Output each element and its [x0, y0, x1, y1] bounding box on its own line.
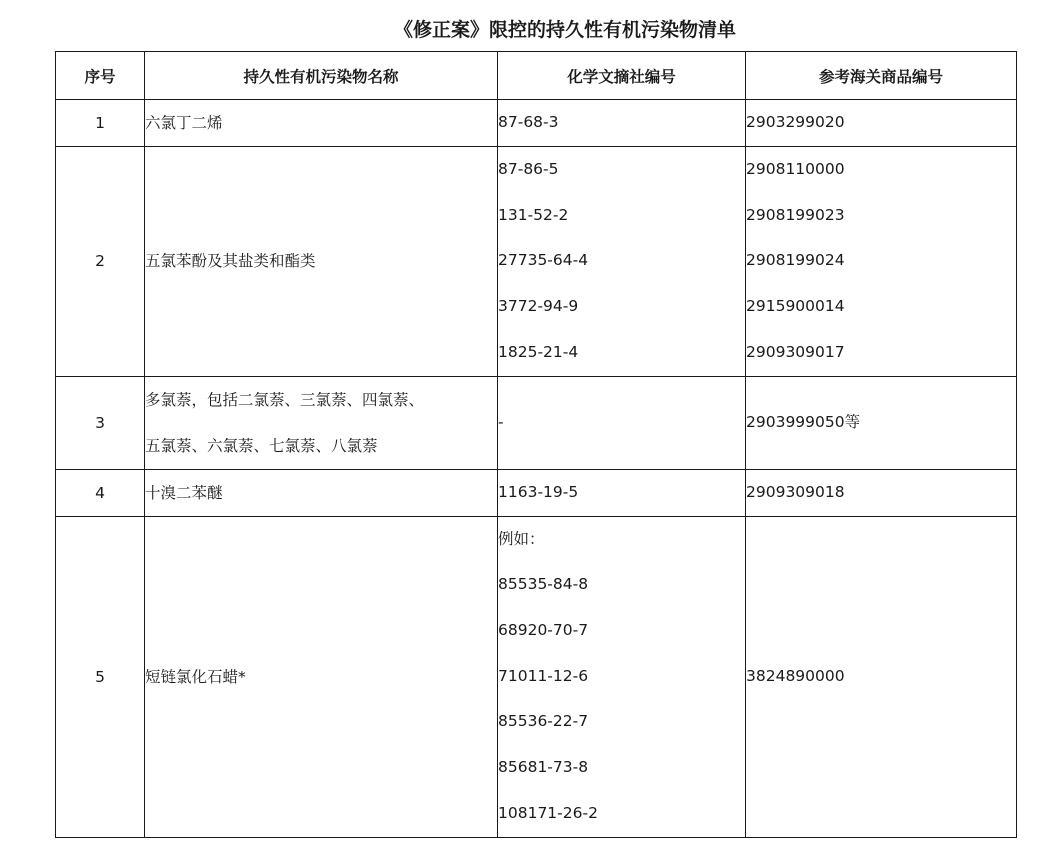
cas-number: 85536-22-7: [498, 712, 589, 731]
pollutant-name: [145, 469, 498, 516]
cas-number: 108171-26-2: [498, 803, 598, 822]
header-index: 序号: [56, 52, 145, 100]
row-index: 2: [56, 147, 145, 377]
row-index: 1: [56, 100, 145, 147]
header-name: 持久性有机污染物名称: [145, 52, 498, 100]
cas-number: 例如：: [498, 529, 545, 548]
cas-cell: [498, 100, 746, 147]
hs-code: 2909309017: [746, 342, 845, 361]
cas-number: 68920-70-7: [498, 620, 589, 639]
table-row: [56, 516, 1017, 837]
cas-number: 3772-94-9: [498, 297, 579, 316]
cas-number: -: [498, 412, 504, 431]
pollutant-name: [145, 147, 498, 377]
page-title: 《修正案》限控的持久性有机污染物清单: [393, 19, 736, 41]
hs-code: 2908110000: [746, 160, 845, 178]
row-index: 5: [56, 516, 145, 837]
header-hs-code: 参考海关商品编号: [746, 52, 1017, 100]
row-index: 4: [56, 469, 145, 516]
hs-code: 3824890000: [746, 666, 845, 685]
hs-cell: [746, 376, 1017, 469]
cas-cell: [498, 469, 746, 516]
name-line: 多氯萘，包括二氯萘、三氯萘、四氯萘、: [145, 390, 425, 409]
row-index: 3: [56, 376, 145, 469]
cas-number: 27735-64-4: [498, 251, 589, 270]
hs-code: 2908199024: [746, 251, 845, 270]
hs-cell: [746, 469, 1017, 516]
table-row: [56, 147, 1017, 377]
cas-number: 1163-19-5: [498, 482, 579, 501]
name-line: 六氯丁二烯: [145, 114, 223, 132]
name-line: 短链氯化石蜡*: [145, 667, 246, 686]
pollutant-name: [145, 100, 498, 147]
cas-number: 1825-21-4: [498, 342, 579, 361]
name-line: 五氯萘、六氯萘、七氯萘、八氯萘: [145, 436, 378, 455]
pollutant-name: [145, 516, 498, 837]
pollutant-table: [55, 51, 1017, 838]
hs-code: 2903299020: [746, 113, 845, 132]
cas-number: 131-52-2: [498, 205, 569, 224]
cas-number: 85535-84-8: [498, 575, 589, 594]
cas-cell: [498, 516, 746, 837]
cas-cell: [498, 376, 746, 469]
pollutant-name: [145, 376, 498, 469]
hs-code: 2909309018: [746, 482, 845, 501]
hs-code: 2903999050等: [746, 412, 861, 431]
cas-number: 71011-12-6: [498, 666, 589, 685]
hs-code: 2915900014: [746, 297, 845, 316]
cas-number: 85681-73-8: [498, 758, 589, 777]
hs-code: 2908199023: [746, 205, 845, 224]
table-row: [56, 469, 1017, 516]
cas-cell: [498, 147, 746, 377]
table-row: [56, 100, 1017, 147]
table-header-row: [56, 52, 1017, 100]
hs-cell: [746, 147, 1017, 377]
header-cas-number: 化学文摘社编号: [498, 52, 746, 100]
name-line: 十溴二苯醚: [145, 483, 223, 502]
hs-cell: [746, 516, 1017, 837]
table-row: [56, 376, 1017, 469]
hs-cell: [746, 100, 1017, 147]
cas-number: 87-86-5: [498, 160, 559, 178]
cas-number: 87-68-3: [498, 113, 559, 132]
name-line: 五氯苯酚及其盐类和酯类: [145, 252, 316, 271]
